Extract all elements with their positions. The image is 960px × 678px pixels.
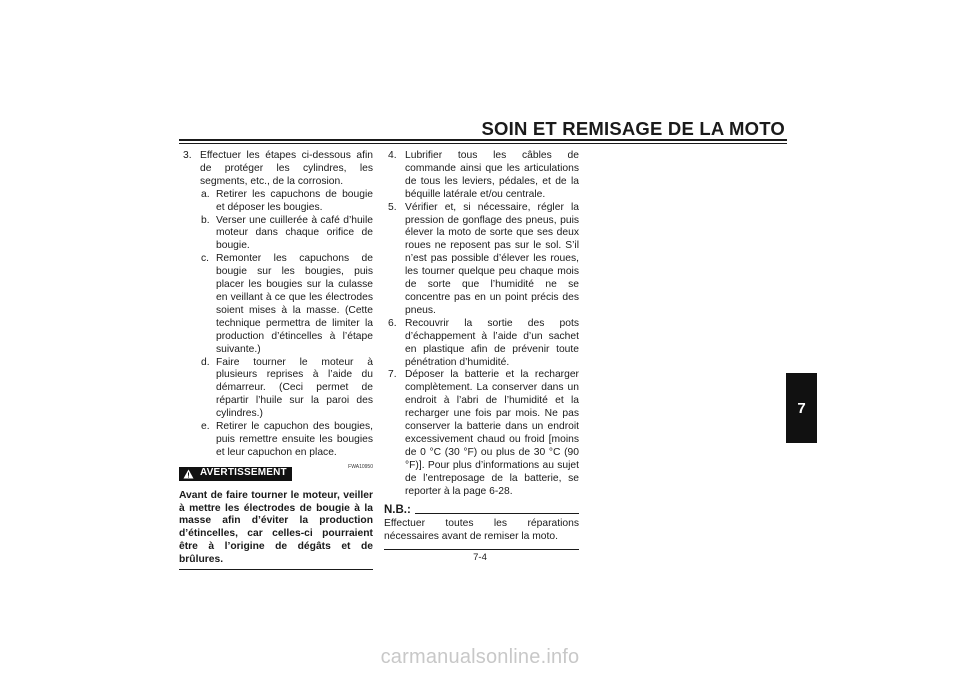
header-rule-thick — [179, 139, 787, 141]
warning-triangle-icon — [183, 469, 194, 479]
warning-label: AVERTISSEMENT — [200, 467, 287, 479]
substep-a — [179, 189, 373, 215]
substep-text: Verser une cuillerée à café d’huile moteur dans chaque orifice de bougie. — [216, 214, 373, 252]
substep-letter: c. — [201, 253, 210, 265]
substep-b — [179, 215, 373, 254]
step-number: 5. — [388, 201, 397, 213]
substep-text: Remonter les capuchons de bougie sur les bougies, puis placer les bougies sur la culasse en veillant à ce que les électrodes soient mises à la masse. (Cette technique permettra de limiter la production d’étincelles à l’étape suivante.) — [216, 253, 373, 355]
note-rule — [415, 513, 579, 514]
step-text: Déposer la batterie et la recharger complètement. La conserver dans un endroit à l’abri de l’humidité et la recharger une fois par mois. Ne pas conserver la batterie dans un endroit excessivement chaud ou froid [moins de 0 °C (30 °F) ou plus de 30 °C (90 °F)]. Pour plus d’informations au sujet de l’entreposage de la batterie, se reporter à la page 6-28. — [405, 369, 579, 497]
substep-e — [179, 421, 373, 460]
step-text: Lubrifier tous les câbles de commande ainsi que les articulations de tous les leviers, pédales, et de la béquille latérale et/ou centrale. — [405, 150, 579, 200]
substep-text: Retirer les capuchons de bougie et déposer les bougies. — [216, 188, 373, 213]
warning-code: FWA10950 — [348, 463, 373, 470]
substep-letter: d. — [201, 356, 210, 368]
chapter-tab: 7 — [786, 373, 817, 443]
step-3 — [179, 150, 373, 189]
substep-text: Retirer le capuchon des bougies, puis remettre ensuite les bougies et leur capuchon en place. — [216, 421, 373, 458]
note-header — [384, 503, 579, 517]
note-text: Effectuer toutes les réparations nécessaires avant de remiser la moto. — [384, 518, 579, 550]
step-6 — [384, 318, 579, 370]
step-text: Vérifier et, si nécessaire, régler la pression de gonflage des pneus, puis élever la moto de sorte que ses deux roues ne reposent pas sur le sol. S’il n’est pas possible d’élever les roues, les tourner quelque peu chaque mois de sorte que l’humidité ne se concentre pas en un point précis des pneus. — [405, 201, 579, 316]
step-number: 4. — [388, 150, 397, 161]
substep-d — [179, 357, 373, 422]
warning-text: Avant de faire tourner le moteur, veiller à mettre les électrodes de bougie à la masse afin d’éviter la production d’étincelles, car celles-ci pourraient être à l’origine de dégâts et de brûlures. — [179, 490, 373, 570]
page-title: SOIN ET REMISAGE DE LA MOTO — [481, 118, 785, 139]
note-label: N.B.: — [384, 504, 411, 517]
substep-text: Faire tourner le moteur à plusieurs reprises à l’aide du démarreur. (Ceci permet de répartir l’huile sur la paroi des cylindres.) — [216, 356, 373, 420]
page-number: 7-4 — [473, 552, 487, 563]
header-rule-thin — [179, 143, 787, 144]
substep-letter: e. — [201, 421, 210, 433]
step-7 — [384, 369, 579, 498]
step-text: Recouvrir la sortie des pots d’échappement à l’aide d’un sachet en plastique afin de prévenir toute pénétration d’humidité. — [405, 317, 579, 368]
substep-letter: b. — [201, 214, 210, 226]
step-5 — [384, 202, 579, 318]
step-text: Effectuer les étapes ci-dessous afin de protéger les cylindres, les segments, etc., de la corrosion. — [200, 150, 373, 187]
substep-letter: a. — [201, 188, 210, 200]
substep-c — [179, 253, 373, 356]
step-number: 6. — [388, 317, 397, 329]
warning-badge — [179, 467, 292, 481]
right-column — [384, 150, 579, 550]
step-number: 3. — [183, 150, 192, 161]
left-column — [179, 150, 373, 570]
step-number: 7. — [388, 369, 397, 381]
step-4 — [384, 150, 579, 202]
watermark: carmanualsonline.info — [380, 646, 580, 668]
